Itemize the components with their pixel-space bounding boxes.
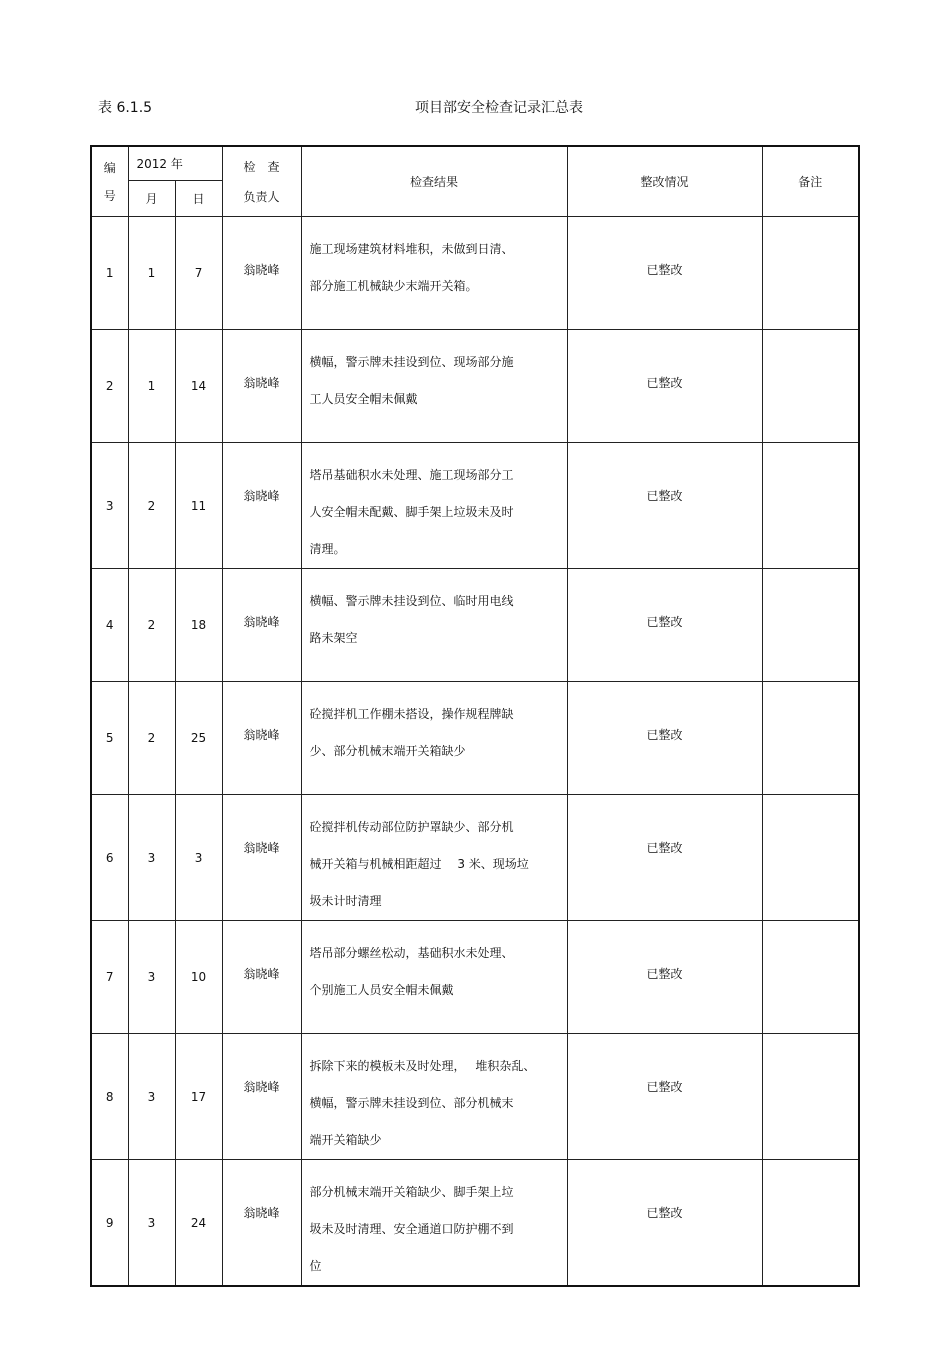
row-result xyxy=(301,1160,567,1287)
row-day: 18 xyxy=(175,569,222,682)
table-row xyxy=(91,682,859,795)
row-rectification xyxy=(567,217,762,330)
row-result xyxy=(301,443,567,569)
row-inspector xyxy=(222,217,301,330)
result-text xyxy=(310,1160,559,1285)
row-result xyxy=(301,921,567,1034)
row-number: 8 xyxy=(91,1034,128,1160)
row-remarks xyxy=(762,569,859,682)
rectification-status: 已整改 xyxy=(646,263,683,277)
inspector-name: 翁晓峰 xyxy=(243,376,280,390)
header-result: 检查结果 xyxy=(301,146,567,217)
row-rectification xyxy=(567,1160,762,1287)
result-line: 清理。 xyxy=(309,542,346,556)
row-remarks xyxy=(762,217,859,330)
row-remarks xyxy=(762,330,859,443)
row-day: 11 xyxy=(175,443,222,569)
rectification-status: 已整改 xyxy=(646,615,683,629)
row-day: 17 xyxy=(175,1034,222,1160)
row-rectification xyxy=(567,795,762,921)
header-day: 日 xyxy=(175,181,222,217)
result-line: 塔吊部分螺丝松动，基础积水未处理、 xyxy=(309,946,514,960)
row-number: 6 xyxy=(91,795,128,921)
result-line: 路未架空 xyxy=(309,631,358,645)
row-month: 2 xyxy=(128,443,175,569)
result-line: 少、部分机械末端开关箱缺少 xyxy=(309,744,466,758)
row-number: 2 xyxy=(91,330,128,443)
row-month: 3 xyxy=(128,1034,175,1160)
row-result xyxy=(301,217,567,330)
row-remarks xyxy=(762,1034,859,1160)
row-month: 2 xyxy=(128,682,175,795)
inspector-name: 翁晓峰 xyxy=(243,967,280,981)
result-text xyxy=(310,217,559,305)
row-day: 3 xyxy=(175,795,222,921)
row-number: 1 xyxy=(91,217,128,330)
inspector-name: 翁晓峰 xyxy=(243,1206,280,1220)
row-remarks xyxy=(762,921,859,1034)
table-number-label: 表 6.1.5 xyxy=(98,100,153,116)
result-line: 砼搅拌机工作棚未搭设，操作规程牌缺 xyxy=(309,707,514,721)
row-number: 9 xyxy=(91,1160,128,1287)
row-day: 25 xyxy=(175,682,222,795)
row-day: 10 xyxy=(175,921,222,1034)
row-rectification xyxy=(567,682,762,795)
result-text xyxy=(310,443,559,568)
row-number: 3 xyxy=(91,443,128,569)
result-line: 部分机械末端开关箱缺少、脚手架上垃 xyxy=(309,1185,514,1199)
row-rectification xyxy=(567,921,762,1034)
row-rectification xyxy=(567,330,762,443)
inspector-name: 翁晓峰 xyxy=(243,728,280,742)
result-text xyxy=(310,921,559,1009)
row-month: 3 xyxy=(128,1160,175,1287)
row-month: 2 xyxy=(128,569,175,682)
result-line: 横幅、警示牌未挂设到位、临时用电线 xyxy=(309,594,514,608)
rectification-status: 已整改 xyxy=(646,728,683,742)
result-text xyxy=(310,569,559,657)
row-remarks xyxy=(762,443,859,569)
header-year: 2012 年 xyxy=(128,146,222,181)
row-inspector xyxy=(222,795,301,921)
header-inspector-label: 检 查 负责人 xyxy=(243,159,280,204)
row-month: 3 xyxy=(128,795,175,921)
table-row xyxy=(91,795,859,921)
table-row xyxy=(91,1160,859,1287)
row-number: 4 xyxy=(91,569,128,682)
row-month: 1 xyxy=(128,217,175,330)
inspector-name: 翁晓峰 xyxy=(243,1080,280,1094)
row-remarks xyxy=(762,1160,859,1287)
table-row xyxy=(91,569,859,682)
row-result xyxy=(301,795,567,921)
row-day: 7 xyxy=(175,217,222,330)
inspector-name: 翁晓峰 xyxy=(243,489,280,503)
row-result xyxy=(301,330,567,443)
inspector-name: 翁晓峰 xyxy=(243,615,280,629)
row-result xyxy=(301,1034,567,1160)
result-line: 械开关箱与机械相距超过 3 米、现场垃 xyxy=(309,857,529,871)
row-day: 24 xyxy=(175,1160,222,1287)
header-month: 月 xyxy=(128,181,175,217)
row-day: 14 xyxy=(175,330,222,443)
row-remarks xyxy=(762,795,859,921)
row-rectification xyxy=(567,569,762,682)
header-rectification: 整改情况 xyxy=(567,146,762,217)
row-inspector xyxy=(222,682,301,795)
row-inspector xyxy=(222,1034,301,1160)
rectification-status: 已整改 xyxy=(646,1206,683,1220)
result-text xyxy=(310,682,559,770)
result-text xyxy=(310,1034,559,1159)
row-number: 5 xyxy=(91,682,128,795)
row-remarks xyxy=(762,682,859,795)
result-line: 横幅，警示牌未挂设到位、部分机械末 xyxy=(309,1096,514,1110)
result-line: 个别施工人员安全帽未佩戴 xyxy=(309,983,454,997)
table-row xyxy=(91,921,859,1034)
rectification-status: 已整改 xyxy=(646,841,683,855)
inspection-record-table xyxy=(90,145,860,1287)
row-inspector xyxy=(222,569,301,682)
result-text xyxy=(310,795,559,920)
inspector-name: 翁晓峰 xyxy=(243,841,280,855)
row-rectification xyxy=(567,1034,762,1160)
result-line: 人安全帽未配戴、脚手架上垃圾未及时 xyxy=(309,505,514,519)
result-line: 横幅，警示牌未挂设到位、现场部分施 xyxy=(309,355,514,369)
result-line: 圾未计时清理 xyxy=(309,894,382,908)
document-title: 项目部安全检查记录汇总表 xyxy=(415,100,583,116)
table-row xyxy=(91,330,859,443)
header-number-label: 编 号 xyxy=(103,160,116,203)
table-body xyxy=(91,217,859,1287)
rectification-status: 已整改 xyxy=(646,967,683,981)
result-line: 砼搅拌机传动部位防护罩缺少、部分机 xyxy=(309,820,514,834)
rectification-status: 已整改 xyxy=(646,1080,683,1094)
table-row xyxy=(91,217,859,330)
row-month: 3 xyxy=(128,921,175,1034)
row-inspector xyxy=(222,921,301,1034)
result-text xyxy=(310,330,559,418)
result-line: 圾未及时清理、安全通道口防护棚不到 xyxy=(309,1222,514,1236)
result-line: 部分施工机械缺少末端开关箱。 xyxy=(309,279,478,293)
result-line: 塔吊基础积水未处理、施工现场部分工 xyxy=(309,468,514,482)
row-month: 1 xyxy=(128,330,175,443)
rectification-status: 已整改 xyxy=(646,376,683,390)
row-inspector xyxy=(222,443,301,569)
row-inspector xyxy=(222,1160,301,1287)
result-line: 工人员安全帽未佩戴 xyxy=(309,392,418,406)
inspector-name: 翁晓峰 xyxy=(243,263,280,277)
result-line: 拆除下来的模板未及时处理， 堆积杂乱、 xyxy=(309,1059,536,1073)
header-number xyxy=(91,146,128,217)
result-line: 端开关箱缺少 xyxy=(309,1133,382,1147)
table-row xyxy=(91,1034,859,1160)
row-inspector xyxy=(222,330,301,443)
result-line: 位 xyxy=(309,1259,322,1273)
row-rectification xyxy=(567,443,762,569)
header-remarks: 备注 xyxy=(762,146,859,217)
table-row xyxy=(91,443,859,569)
row-number: 7 xyxy=(91,921,128,1034)
row-result xyxy=(301,569,567,682)
row-result xyxy=(301,682,567,795)
result-line: 施工现场建筑材料堆积，未做到日清、 xyxy=(309,242,514,256)
header-inspector xyxy=(222,146,301,217)
rectification-status: 已整改 xyxy=(646,489,683,503)
